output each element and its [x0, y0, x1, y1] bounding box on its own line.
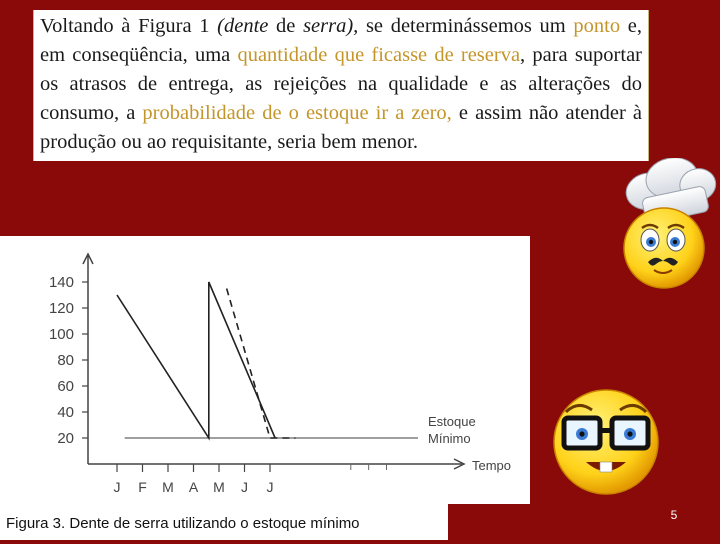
x-tick-label: M	[162, 479, 174, 495]
paragraph-italic: serra),	[303, 15, 359, 37]
paragraph-text: se determinássemos um	[358, 15, 574, 37]
highlighted-term: quantidade que ficasse de reserva	[237, 44, 521, 66]
y-tick-label: 80	[57, 352, 74, 369]
paragraph-text: de	[268, 15, 304, 37]
highlighted-term: ponto	[573, 15, 621, 37]
y-tick-label: 100	[48, 326, 74, 343]
paragraph-text: e, em conseqüência, uma	[40, 15, 642, 66]
chef-emoji-icon	[614, 158, 720, 290]
body-paragraph	[33, 10, 649, 161]
x-tick-label: J	[241, 479, 248, 495]
x-axis-label: Tempo	[472, 458, 512, 473]
figure-caption: Figura 3. Dente de serra utilizando o estoque mínimo	[0, 504, 448, 540]
y-tick-label: 20	[57, 430, 74, 447]
sawtooth-chart	[0, 236, 530, 504]
paragraph-text: Voltando à Figura 1	[40, 15, 218, 37]
paragraph-italic: (dente	[217, 15, 269, 37]
annotation-label: Estoque	[428, 414, 476, 429]
chart-canvas	[0, 236, 530, 504]
y-tick-label: 120	[48, 300, 74, 317]
y-tick-label: 140	[48, 274, 74, 291]
dashed-series-line	[227, 289, 296, 439]
nerd-emoji-icon	[548, 382, 664, 500]
x-tick-label: A	[188, 479, 199, 495]
x-tick-label: J	[266, 479, 274, 495]
x-tick-label: F	[138, 479, 147, 495]
page-number: 5	[670, 508, 678, 522]
highlighted-term: probabilidade de o estoque ir a zero,	[142, 102, 452, 124]
x-tick-label: J	[113, 479, 121, 495]
y-tick-label: 40	[57, 404, 74, 421]
solid-series-line	[117, 282, 275, 438]
annotation-label: Mínimo	[428, 431, 471, 446]
paragraph-text: , para suportar os atrasos de entrega, as rejeições na qualidade e as alterações do consumo, a	[40, 44, 642, 124]
x-tick-label: M	[213, 479, 225, 495]
y-tick-label: 60	[57, 378, 74, 395]
paragraph-text: e assim não atender à produção ou ao requisitante, seria bem menor.	[40, 102, 643, 153]
